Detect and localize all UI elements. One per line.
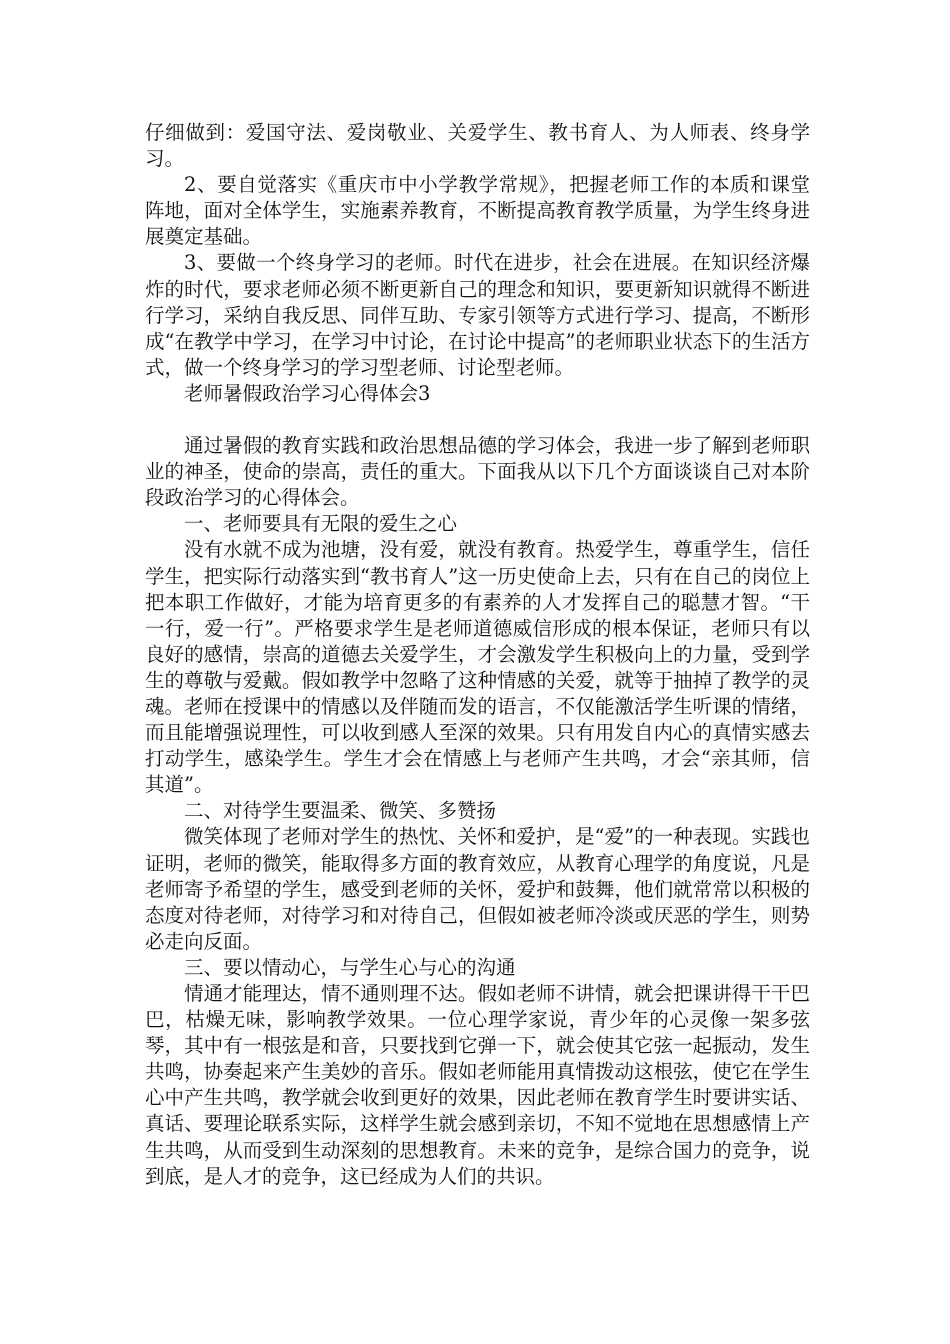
- subheading-two: 二、对待学生要温柔、微笑、多赞扬: [184, 799, 497, 823]
- paragraph-continuation: 仔细做到：爱国守法、爱岗敬业、关爱学生、教书育人、为人师表、终身学习。: [145, 121, 810, 171]
- paragraph-love: 没有水就不成为池塘，没有爱，就没有教育。热爱学生，尊重学生，信任学生，把实际行动落实到“教书育人”这一历史使命上去，只有在自己的岗位上把本职工作做好，才能为培育更多的有素养的人才发挥自己的聪慧才智。“干一行，爱一行”。严格要求学生是老师道德威信形成的根本保证，老师只有以良好的感情，崇高的道德去关爱学生，才会激发学生积极向上的力量，受到学生的尊敬与爱戴。假如教学中忽略了这种情感的关爱，就等于抽掉了教学的灵魂。老师在授课中的情感以及伴随而发的语言，不仅能激活学生听课的情绪，而且能增强说理性，可以收到感人至深的效果。只有用发自内心的真情实感去打动学生，感染学生。学生才会在情感上与老师产生共鸣，才会“亲其师，信其道”。: [145, 538, 810, 797]
- section-title: 老师暑假政治学习心得体会3: [184, 381, 431, 405]
- paragraph-intro: 通过暑假的教育实践和政治思想品德的学习体会，我进一步了解到老师职业的神圣，使命的崇高，责任的重大。下面我从以下几个方面谈谈自己对本阶段政治学习的心得体会。: [145, 434, 810, 510]
- subheading-three: 三、要以情动心，与学生心与心的沟通: [184, 955, 516, 979]
- blank-line: [145, 407, 810, 433]
- document-page: [145, 120, 810, 1190]
- paragraph-item-3: 3、要做一个终身学习的老师。时代在进步，社会在进展。在知识经济爆炸的时代，要求老师必须不断更新自己的理念和知识，要更新知识就得不断进行学习，采纳自我反思、同伴互助、专家引领等方式进行学习、提高，不断形成“在教学中学习，在学习中讨论，在讨论中提高”的老师职业状态下的生活方式，做一个终身学习的学习型老师、讨论型老师。: [145, 251, 810, 379]
- paragraph-emotion: 情通才能理达，情不通则理不达。假如老师不讲情，就会把课讲得干干巴巴，枯燥无味，影响教学效果。一位心理学家说，青少年的心灵像一架多弦琴，其中有一根弦是和音，只要找到它弹一下，就会使其它弦一起振动，发生共鸣，协奏起来产生美妙的音乐。假如老师能用真情拨动这根弦，使它在学生心中产生共鸣，教学就会收到更好的效果，因此老师在教育学生时要讲实话、真话、要理论联系实际，这样学生就会感到亲切，不知不觉地在思想感情上产生共鸣，从而受到生动深刻的思想教育。未来的竞争，是综合国力的竞争，说到底，是人才的竞争，这已经成为人们的共识。: [145, 982, 810, 1188]
- paragraph-item-2: 2、要自觉落实《重庆市中小学教学常规》，把握老师工作的本质和课堂阵地，面对全体学生，实施素养教育，不断提高教育教学质量，为学生终身进展奠定基础。: [145, 173, 810, 249]
- paragraph-smile: 微笑体现了老师对学生的热忱、关怀和爱护，是“爱”的一种表现。实践也证明，老师的微笑，能取得多方面的教育效应，从教育心理学的角度说，凡是老师寄予希望的学生，感受到老师的关怀，爱护和鼓舞，他们就常常以积极的态度对待老师，对待学习和对待自己，但假如被老师冷淡或厌恶的学生，则势必走向反面。: [145, 825, 810, 953]
- subheading-one: 一、老师要具有无限的爱生之心: [184, 512, 458, 536]
